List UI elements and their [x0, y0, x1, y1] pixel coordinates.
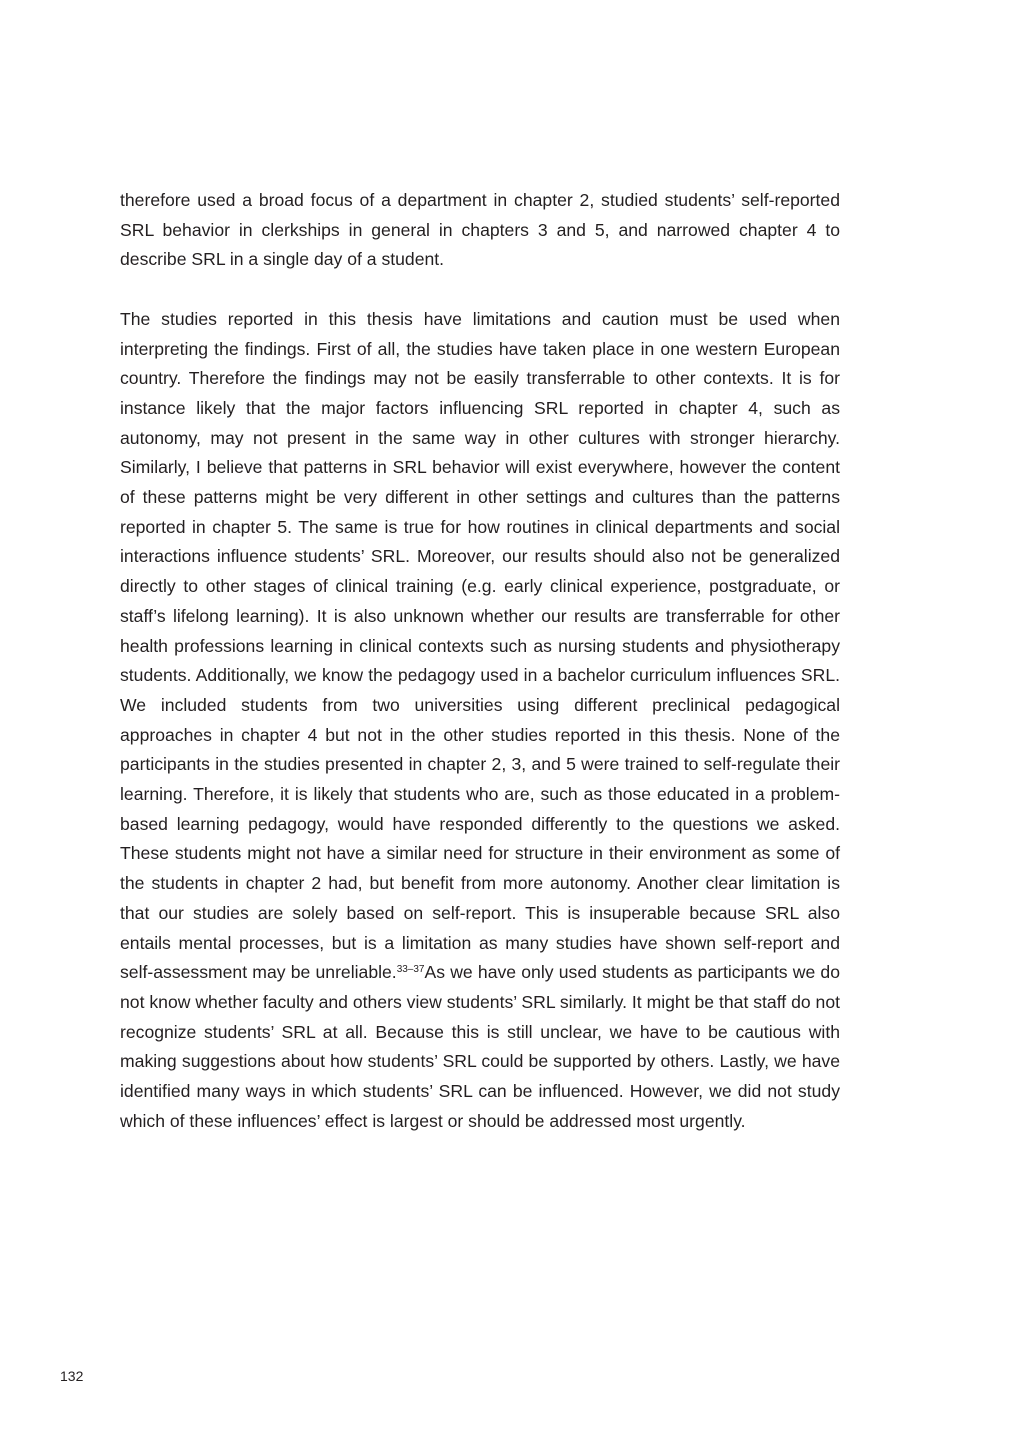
citation-superscript: 33–37	[396, 964, 425, 976]
body-text	[120, 186, 840, 1136]
paragraph-intro: therefore used a broad focus of a department in chapter 2, studied students’ self-reported SRL behavior in clerkships in general in chapters 3 and 5, and narrowed chapter 4 to describe SRL in a single day of a student.	[120, 190, 840, 270]
paragraph-limitations	[120, 305, 840, 1137]
limitations-text-part-2: As we have only used students as participants we do not know whether faculty and others view students’ SRL similarly. It might be that staff do not recognize students’ SRL at all. Because this is still unclear, we have to be cautious with making suggestions about how students’ SRL could be supported by others. Lastly, we have identified many ways in which students’ SRL can be influenced. However, we did not study which of these influences’ effect is largest or should be addressed most urgently.	[120, 962, 840, 1131]
limitations-text-part-1: The studies reported in this thesis have limitations and caution must be used when interpreting the findings. First of all, the studies have taken place in one western European country. Therefore the findings may not be easily transferrable to other contexts. It is for instance likely that the major factors influencing SRL reported in chapter 4, such as autonomy, may not present in the same way in other cultures with stronger hierarchy. Similarly, I believe that patterns in SRL behavior will exist everywhere, however the content of these patterns might be very different in other settings and cultures than the patterns reported in chapter 5. The same is true for how routines in clinical departments and social interactions influence students’ SRL. Moreover, our results should also not be generalized directly to other stages of clinical training (e.g. early clinical experience, postgraduate, or staff’s lifelong learning). It is also unknown whether our results are transferrable for other health professions learning in clinical contexts such as nursing students and physiotherapy students. Additionally, we know the pedagogy used in a bachelor curriculum influences SRL. We included students from two universities using different preclinical pedagogical approaches in chapter 4 but not in the other studies reported in this thesis. None of the participants in the studies presented in chapter 2, 3, and 5 were trained to self-regulate their learning. Therefore, it is likely that students who are, such as those educated in a problem-based learning pedagogy, would have responded differently to the questions we asked. These students might not have a similar need for structure in their environment as some of the students in chapter 2 had, but benefit from more autonomy. Another clear limitation is that our studies are solely based on self-report. This is insuperable because SRL also entails mental processes, but is a limitation as many studies have shown self-report and self-assessment may be unreliable.	[120, 308, 840, 983]
page-number: 132	[60, 1368, 84, 1384]
